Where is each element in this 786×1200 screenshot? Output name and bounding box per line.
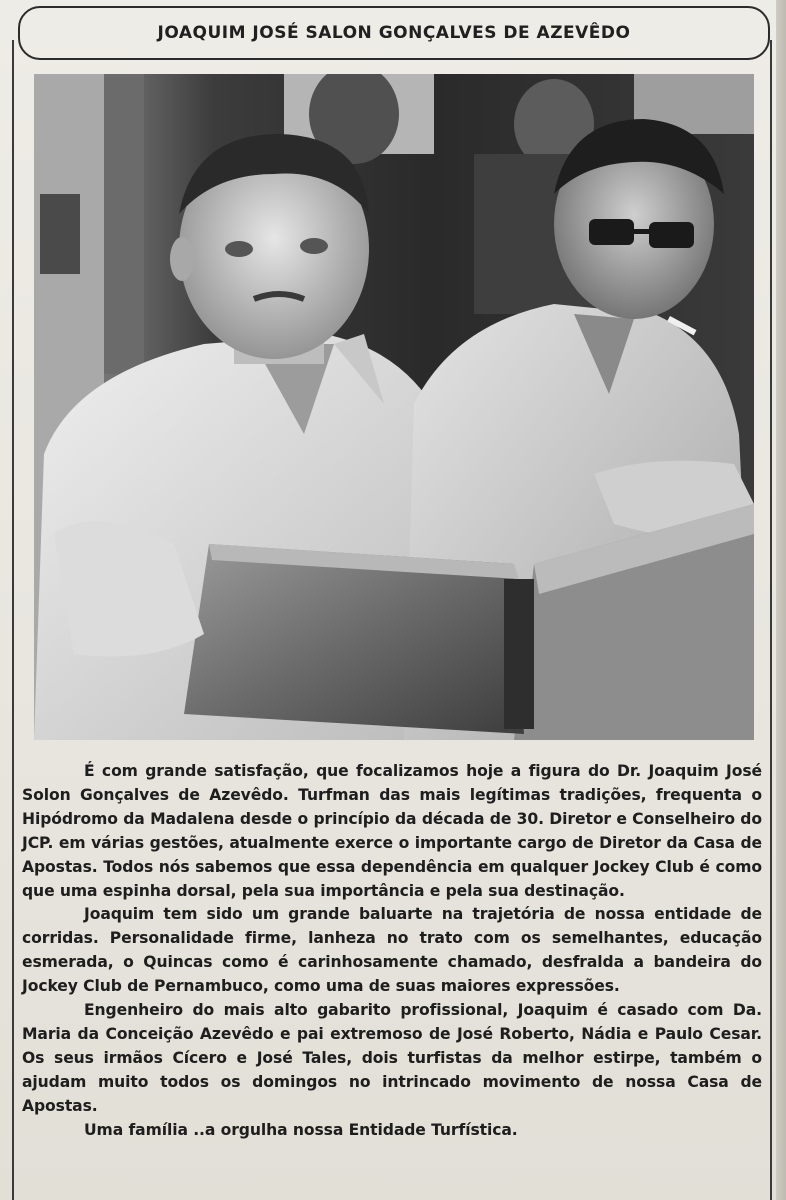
photograph-icon <box>34 74 754 740</box>
page-edge-shadow <box>776 0 786 1200</box>
article-photo <box>34 74 754 740</box>
article-title: JOAQUIM JOSÉ SALON GONÇALVES DE AZEVÊDO <box>157 23 631 43</box>
article-paragraph-3: Engenheiro do mais alto gabarito profissional, Joaquim é casado com Da. Maria da Conceição Azevêdo e pai extremoso de José Roberto, Nádia e Paulo Cesar. Os seus irmãos Cícero e José Tales, dois turfistas da melhor estirpe, também o ajudam muito todos os domingos no intrincado movimento de nossa Casa de Apostas. <box>22 1001 762 1115</box>
article-paragraph-4: Uma família ..a orgulha nossa Entidade Turfística. <box>84 1120 518 1139</box>
frame-left-rule <box>12 40 14 1200</box>
article-paragraph-1: É com grande satisfação, que focalizamos hoje a figura do Dr. Joaquim José Solon Gonçalves de Azevêdo. Turfman das mais legítimas tradições, frequenta o Hipódromo da Madalena desde o princípio da década de 30. Diretor e Conselheiro do JCP. em várias gestões, atualmente exerce o importante cargo de Diretor da Casa de Apostas. Todos nós sabemos que essa dependência em qualquer Jockey Club é como que uma espinha dorsal, pela sua importância e pela sua destinação. <box>22 762 762 900</box>
article-body <box>22 760 762 1143</box>
frame-right-rule <box>770 40 772 1200</box>
article-paragraph-2: Joaquim tem sido um grande baluarte na trajetória de nossa entidade de corridas. Personalidade firme, lanheza no trato com os semelhantes, educação esmerada, o Quincas como é carinhosamente chamado, desfralda a bandeira do Jockey Club de Pernambuco, como uma de suas maiores expressões. <box>22 905 762 996</box>
title-banner <box>18 6 770 60</box>
